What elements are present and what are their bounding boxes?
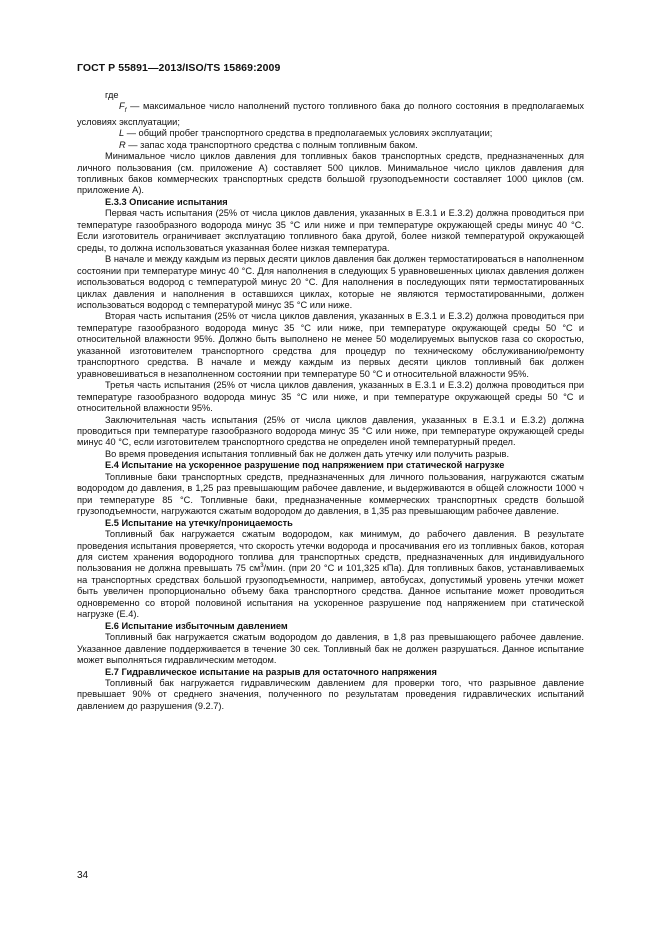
section-title-e4: Е.4 Испытание на ускоренное разрушение под напряжением при статической нагрузке (105, 460, 505, 471)
document-header: ГОСТ Р 55891—2013/ISO/TS 15869:2009 (77, 62, 281, 74)
page-number: 34 (77, 870, 89, 881)
e5-text-part-1: Топливный бак нагружается сжатым водородом, как минимум, до рабочего давления. В результате проведения испытания проверяется, что скорость утечки водорода и просачивания его из топливных баков, которая для систем хранения водородного топлива для транспортных средств, предназначенных для индивидуального пользования не должна превышать 75 см (77, 529, 584, 574)
e5-paragraph-1 (77, 529, 584, 621)
e5-text-part-2: /мин. (при 20 °С и 101,325 кПа). Для топливных баков, устанавливаемых на транспортных средствах большой грузоподъемности, например, автобусах, допустимый уровень утечки может быть увеличен пропорционально объему бака транспортного средства. Данное испытание может проводиться одновременно со второй половиной испытания на ускоренное разрушение под напряжением при статической нагрузке (Е.4). (77, 563, 584, 620)
section-title-e7: Е.7 Гидравлическое испытание на разрыв для остаточного напряжения (105, 666, 437, 677)
variable-l-symbol: L (119, 128, 125, 139)
variable-ff-definition (77, 101, 584, 128)
variable-l-text: — общий пробег транспортного средства в предполагаемых условиях эксплуатации; (124, 128, 493, 139)
e33-paragraph-1: Первая часть испытания (25% от числа циклов давления, указанных в Е.3.1 и Е.3.2) должна проводиться при температуре газообразного водорода минус 35 °С или ниже и при температуре окружающей среды минус 40 °С. Если изготовитель ограничивает эксплуатацию топливного бака другой, более низкой температурой окружающей среды, то должна использоваться указанная более низкая температура. (77, 208, 584, 253)
e7-paragraph-1: Топливный бак нагружается гидравлическим давлением для проверки того, что разрывное давление превышает 90% от среднего значения, полученного по результатам проведения гидравлических испытаний давлением до разрушения (9.2.7). (77, 677, 584, 711)
section-title-e6: Е.6 Испытание избыточным давлением (105, 620, 288, 631)
document-body (77, 90, 584, 712)
section-title-e5: Е.5 Испытание на утечку/проницаемость (105, 517, 293, 528)
variable-ff-subscript: f (124, 107, 127, 115)
e33-paragraph-3: Вторая часть испытания (25% от числа циклов давления, указанных в Е.3.1 и Е.3.2) должна проводиться при температуре газообразного водорода минус 35 °С или ниже, при температуре окружающей среды 50 °С и относительной влажности 95%. Должно быть выполнено не менее 50 моделируемых выпусков газа со скоростью, указанной изготовителем транспортного средства для процедур по техническому обслуживанию/ремонту транспортного средства. В начале и между каждым из первых десяти циклов топливный бак должен уравновешиваться в незаполненном состоянии при температуре 50 °С и относительной влажности 95%. (77, 311, 584, 379)
variable-ff-symbol: F (119, 101, 125, 112)
e6-paragraph-1: Топливный бак нагружается сжатым водородом до давления, в 1,8 раз превышающего рабочее давление. Указанное давление поддерживается в течение 30 сек. Топливный бак не должен разрушаться. Данное испытание может выполняться гидравлическим методом. (77, 632, 584, 666)
variable-r-text: — запас хода транспортного средства с полным топливным баком. (125, 139, 418, 150)
variable-r-definition (77, 140, 584, 151)
paragraph-min-cycles: Минимальное число циклов давления для топливных баков транспортных средств, предназначенных для личного пользования (см. приложение А) составляет 500 циклов. Минимальное число циклов давления для топливных баков коммерческих транспортных средств большой грузоподъемности составляет 1000 циклов (см. приложение А). (77, 151, 584, 196)
e33-paragraph-2: В начале и между каждым из первых десяти циклов давления бак должен термостатироваться в наполненном состоянии при температуре минус 40 °С. Для наполнения в следующих 5 уравновешенных циклах давления должен использоваться водород с температурой минус 20 °С. Для наполнения в последующих пяти термостатированных циклах давления и наполнения в оставшихся циклах, которые не являются термостатированными, должен использоваться водород с температурой минус 35 °С или ниже. (77, 254, 584, 310)
e33-paragraph-4: Третья часть испытания (25% от числа циклов давления, указанных в Е.3.1 и Е.3.2) должна проводиться при температуре газообразного водорода минус 35 °С или ниже, и при температуре окружающей среды 50 °С и относительной влажности 95%. (77, 380, 584, 414)
variable-ff-text: — максимальное число наполнений пустого топливного бака до полного состояния в предполагаемых условиях эксплуатации; (77, 101, 584, 127)
variable-r-symbol: R (119, 139, 126, 150)
e33-paragraph-6: Во время проведения испытания топливный бак не должен дать утечку или получить разрыв. (105, 448, 510, 459)
e4-paragraph-1: Топливные баки транспортных средств, предназначенных для личного пользования, нагружаются сжатым водородом до давления, в 1,25 раз превышающим рабочее давление, и выдерживаются в общей сложности 1000 ч при температуре 85 °С. Топливные баки, предназначенные коммерческих транспортных средств большой грузоподъемности, нагружаются сжатым водородом до давления, в 1,35 раз превышающим рабочее давление. (77, 471, 584, 517)
e33-paragraph-5: Заключительная часть испытания (25% от числа циклов давления, указанных в Е.3.1 и Е.3.2) должна проводиться при температуре газообразного водорода минус 35 °С или ниже, при температуре окружающей среды минус 40 °С, если изготовителем транспортного средства не определен иной температурный предел. (77, 414, 584, 448)
where-word: где (105, 90, 119, 100)
section-title-e33: Е.3.3 Описание испытания (105, 196, 228, 207)
variable-l-definition (77, 128, 584, 139)
e5-superscript: 3 (260, 563, 264, 570)
